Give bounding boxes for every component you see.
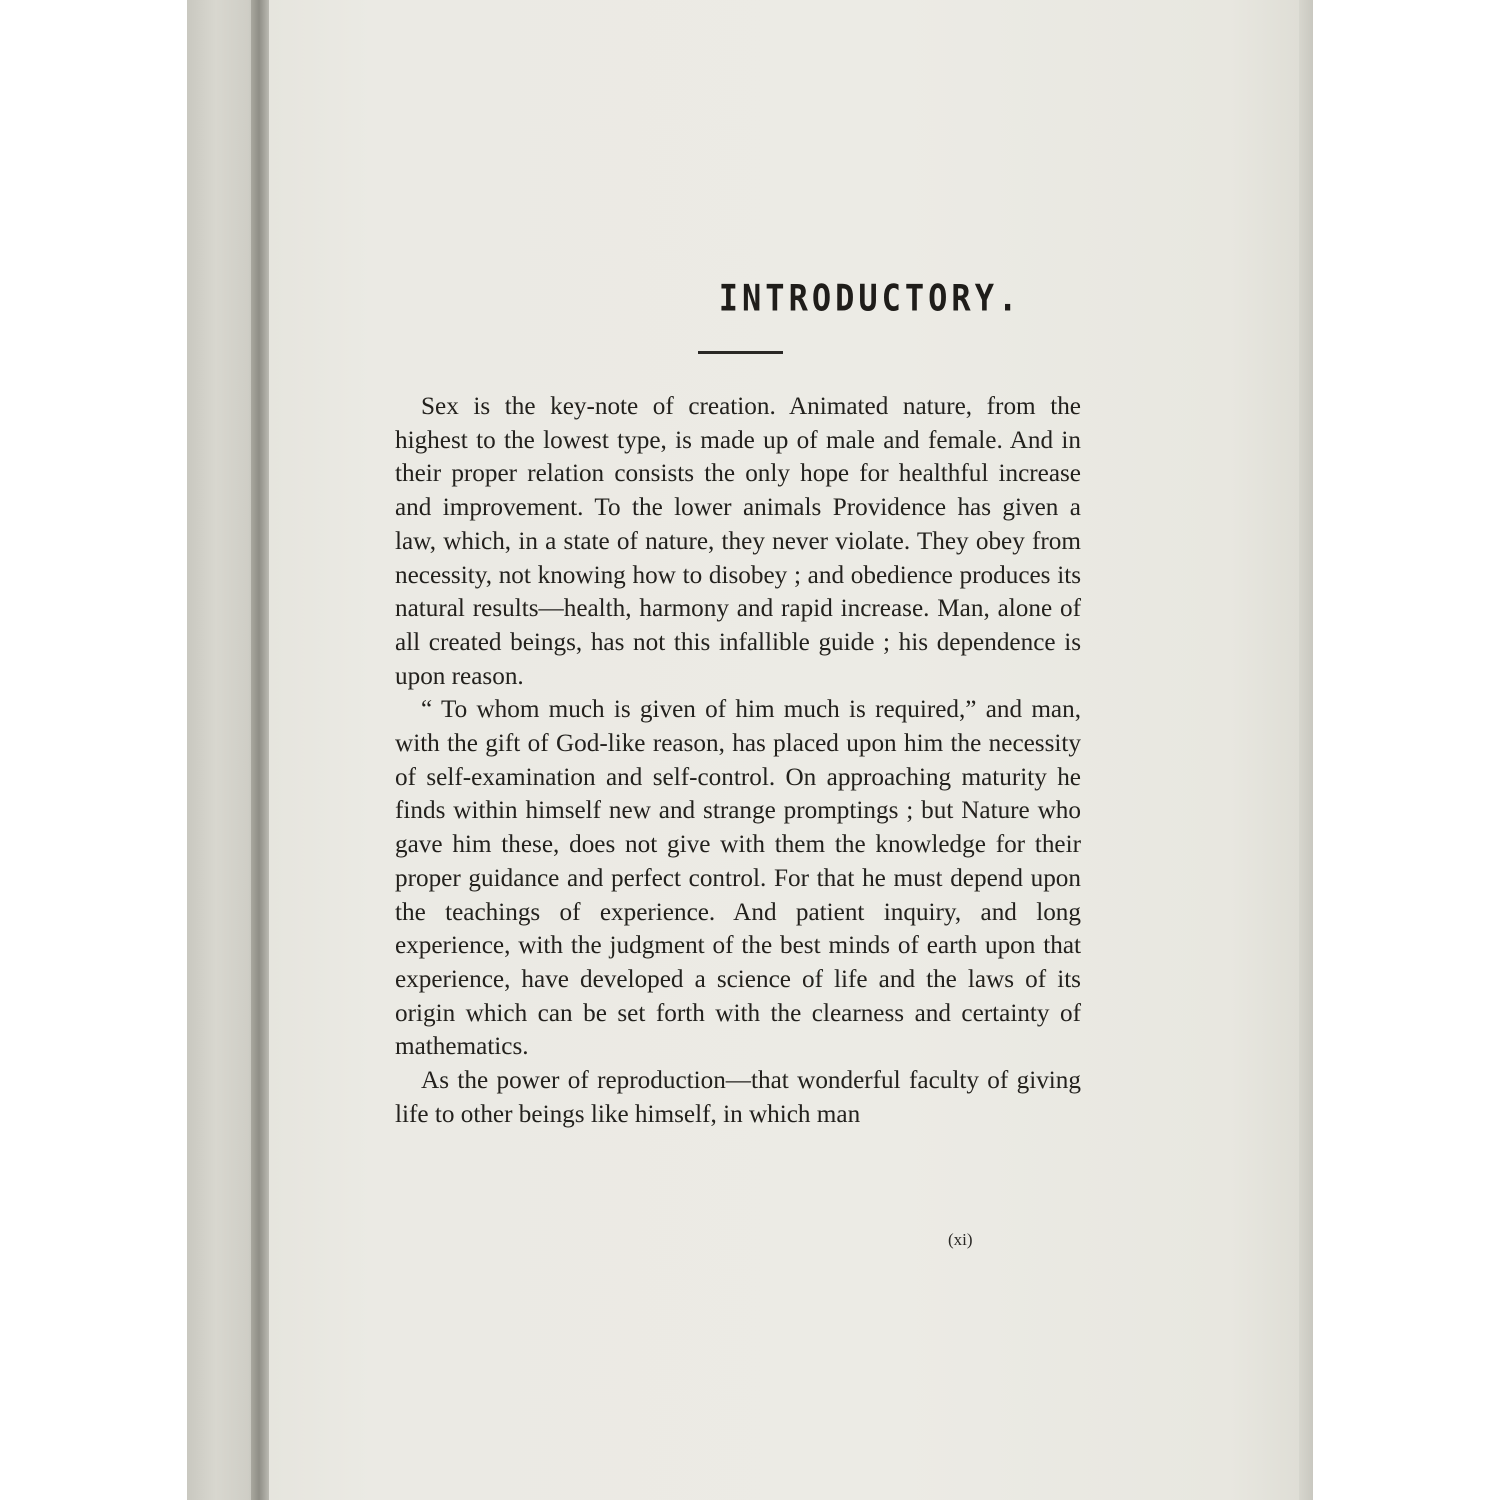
- paragraph-1: Sex is the key-note of creation. Animated nature, from the highest to the lowest type, is made up of male and female. And in their proper relation consists the only hope for healthful increase and improvement. To the lower animals Providence has given a law, which, in a state of nature, they never violate. They obey from necessity, not knowing how to disobey ; and obedience produces its natural results—health, harmony and rapid increase. Man, alone of all created beings, has not this infallible guide ; his dependence is upon reason.: [395, 393, 1081, 690]
- right-page-edge: [1299, 0, 1313, 1500]
- chapter-title-text: INTRODUCTORY.: [718, 276, 1022, 320]
- title-rule: [698, 351, 783, 354]
- body-text: [395, 390, 1081, 1131]
- page-number: (xi): [948, 1230, 973, 1249]
- book-gutter: [251, 0, 271, 1500]
- paragraph-2: “ To whom much is given of him much is required,” and man, with the gift of God-like reason, has placed upon him the necessity of self-examination and self-control. On approaching maturity he finds within himself new and strange promptings ; but Nature who gave him these, does not give with them the knowledge for their proper guidance and perfect control. For that he must depend upon the teachings of experience. And patient inquiry, and long experience, with the judgment of the best minds of earth upon that experience, have developed a science of life and the laws of its origin which can be set forth with the clearness and certainty of mathematics.: [395, 696, 1081, 1061]
- paragraph-3: As the power of reproduction—that wonderful faculty of giving life to other beings like himself, in which man: [395, 1067, 1081, 1128]
- left-page-edge: [187, 0, 259, 1500]
- chapter-title: [0, 276, 1500, 320]
